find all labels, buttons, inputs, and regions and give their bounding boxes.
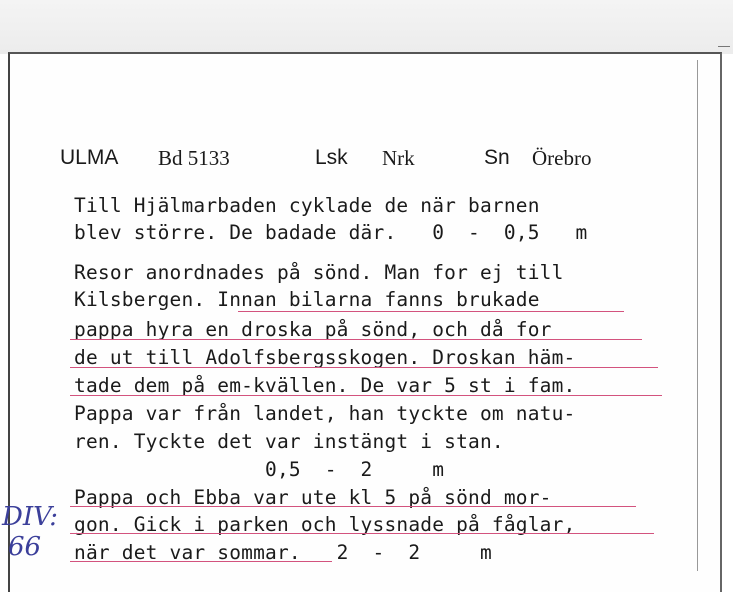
- socken-value: Örebro: [532, 146, 592, 170]
- socken-label: Sn: [484, 146, 510, 169]
- landskap-value: Nrk: [382, 146, 415, 170]
- handwritten-reference: 66: [8, 532, 42, 562]
- text-line: blev större. De badade där. 0 - 0,5 m: [74, 221, 588, 244]
- highlight-underline: [70, 533, 654, 534]
- scan-edge-mark: [718, 46, 730, 47]
- highlight-underline: [70, 339, 642, 340]
- text-line: Resor anordnades på sönd. Man for ej till: [74, 261, 564, 284]
- volume-number: Bd 5133: [158, 146, 230, 170]
- text-line: Till Hjälmarbaden cyklade de när barnen: [74, 194, 540, 217]
- card-edge: [697, 60, 698, 571]
- text-line: när det var sommar. 2 - 2 m: [74, 541, 492, 564]
- highlight-underline: [238, 311, 624, 312]
- text-line: Kilsbergen. Innan bilarna fanns brukade: [74, 288, 540, 311]
- text-line: de ut till Adolfsbergsskogen. Droskan häm-: [74, 346, 576, 369]
- text-line: ren. Tyckte det var instängt i stan.: [74, 430, 504, 453]
- highlight-underline: [70, 367, 658, 368]
- text-line: Pappa och Ebba var ute kl 5 på sönd mor-: [74, 486, 552, 509]
- highlight-underline: [70, 561, 332, 562]
- landskap-label: Lsk: [315, 146, 348, 169]
- text-line: tade dem på em-kvällen. De var 5 st i fam.: [74, 374, 576, 397]
- scan-background: [0, 0, 733, 54]
- text-line: gon. Gick i parken och lyssnade på fåglar,: [74, 513, 576, 536]
- text-line: 0,5 - 2 m: [74, 458, 445, 481]
- highlight-underline: [70, 395, 662, 396]
- text-line: pappa hyra en droska på sönd, och då for: [74, 318, 552, 341]
- highlight-underline: [70, 506, 636, 507]
- handwritten-reference: DIV:: [2, 502, 59, 532]
- text-line: Pappa var från landet, han tyckte om natu-: [74, 402, 576, 425]
- archive-code: ULMA: [60, 146, 119, 169]
